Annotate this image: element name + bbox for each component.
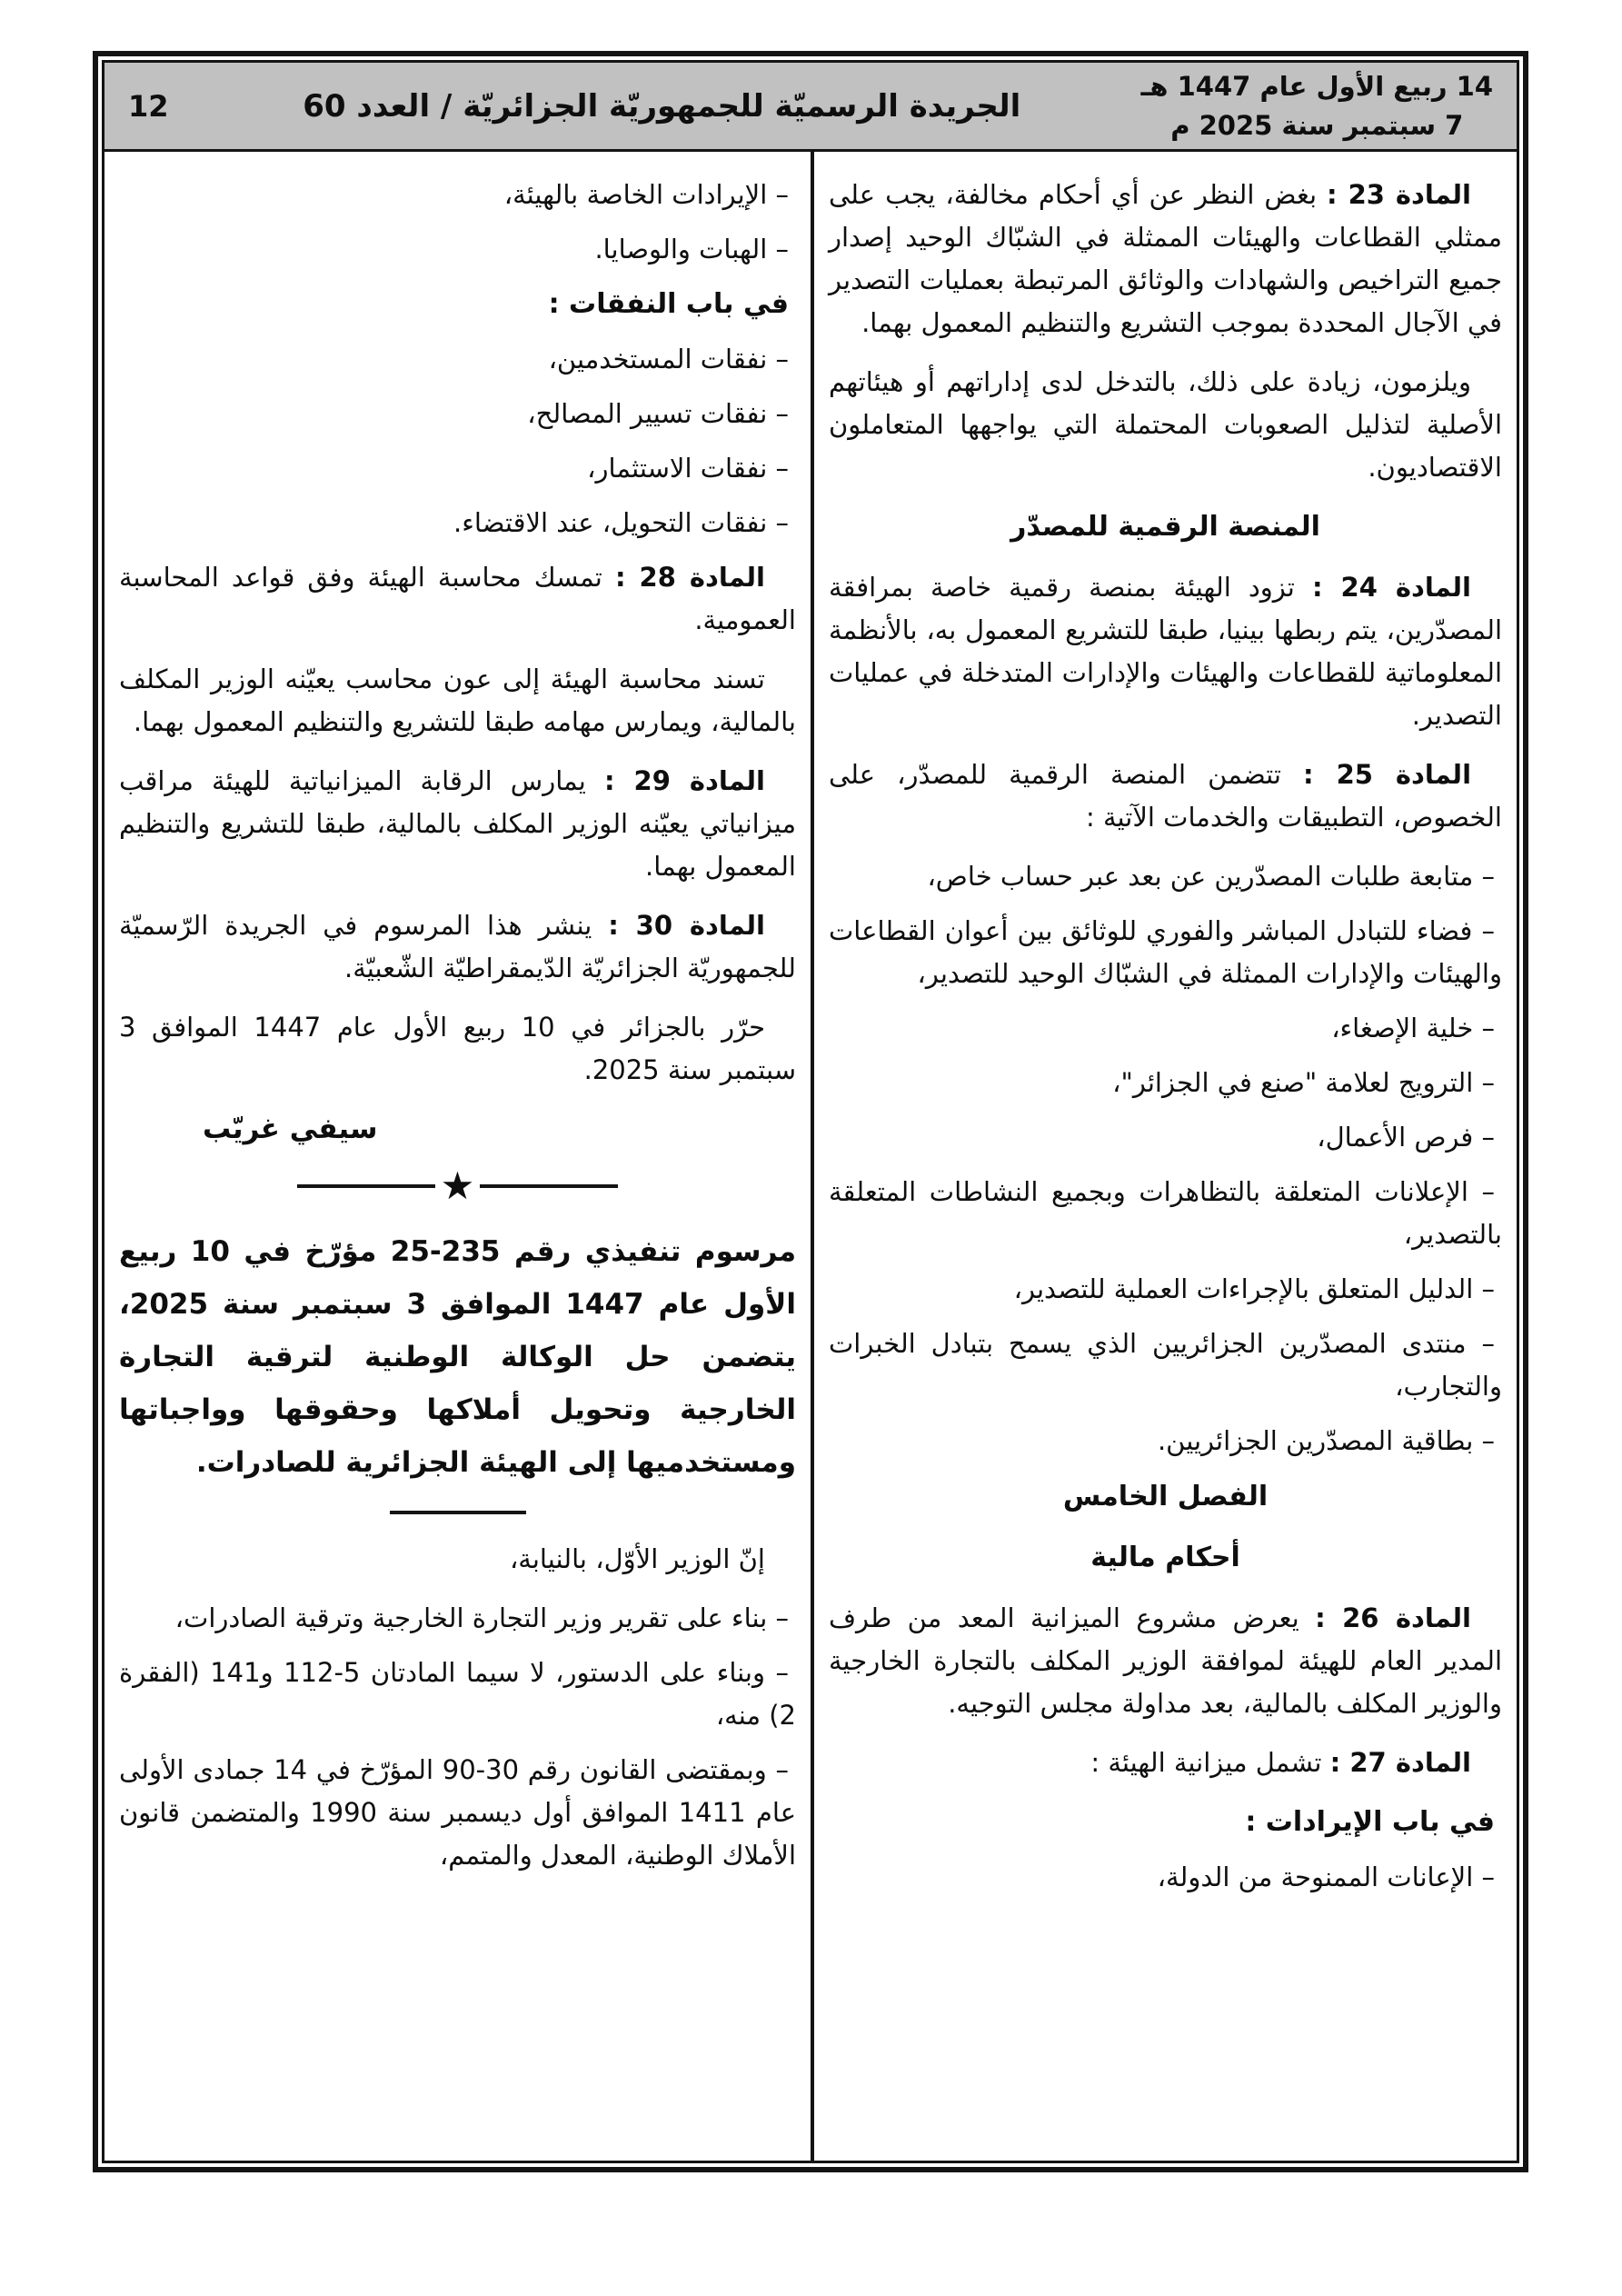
- page-number: 12: [128, 88, 169, 124]
- article-number: المادة 30 :: [608, 910, 765, 941]
- star-separator: [119, 1163, 796, 1208]
- article-number: المادة 25 :: [1303, 759, 1472, 790]
- article-paragraph: [119, 556, 796, 642]
- separator-line: [480, 1184, 618, 1188]
- content-columns: [104, 152, 1517, 2161]
- list-item: – نفقات الاستثمار،: [587, 453, 789, 484]
- list-item: – بطاقية المصدّرين الجزائريين.: [1157, 1425, 1495, 1456]
- list-item: – نفقات المستخدمين،: [548, 344, 789, 374]
- header-date-gregorian: 7 سبتمبر سنة 2025 م: [1170, 109, 1464, 141]
- article-number: المادة 23 :: [1327, 179, 1471, 210]
- article-text: يعرض مشروع الميزانية المعد من طرف المدير العام للهيئة لموافقة الوزير المكلف بالتجارة الخارجية والوزير المكلف بالمالية، بعد مداولة مجلس التوجيه.: [829, 1602, 1502, 1719]
- subsection-heading: في باب النفقات :: [548, 288, 789, 320]
- article-paragraph: [829, 1597, 1502, 1725]
- signature: سيفي غريّب: [203, 1113, 378, 1145]
- decree-title: مرسوم تنفيذي رقم 235-25 مؤرّخ في 10 ربيع الأول عام 1447 الموافق 3 سبتمبر سنة 2025، يتضمن حل الوكالة الوطنية لترقية التجارة الخارجية وتحويل أملاكها وحقوقها وواجباتها ومستخدميها إلى الهيئة الجزائرية للصادرات.: [119, 1235, 797, 1479]
- article-text: بغض النظر عن أي أحكام مخالفة، يجب على ممثلي القطاعات والهيئات الممثلة في الشبّاك الوحيد إصدار جميع التراخيص والشهادات والوثائق المرتبطة بعمليات التصدير في الآجال المحددة بموجب التشريع والتنظيم المعمول بهما.: [829, 179, 1502, 338]
- header-date-hijri: 14 ربيع الأول عام 1447 هـ: [1140, 70, 1493, 102]
- article-text: ينشر هذا المرسوم في الجريدة الرّسميّة للجمهوريّة الجزائريّة الدّيمقراطيّة الشّعبيّة.: [119, 910, 796, 983]
- article-paragraph: [829, 566, 1502, 737]
- list-item: – الترويج لعلامة "صنع في الجزائر"،: [1112, 1067, 1495, 1098]
- article-paragraph: [119, 760, 796, 888]
- body-paragraph: ويلزمون، زيادة على ذلك، بالتدخل لدى إداراتهم أو هيئاتهم الأصلية لتذليل الصعوبات المحتملة التي يواجهها المتعاملون الاقتصاديون.: [829, 366, 1502, 483]
- section-heading: أحكام مالية: [1090, 1542, 1240, 1573]
- page-frame-inner: [102, 60, 1519, 2163]
- article-text: تمسك محاسبة الهيئة وفق قواعد المحاسبة العمومية.: [119, 562, 796, 635]
- article-number: المادة 29 :: [603, 765, 765, 796]
- column-right: [811, 152, 1517, 2161]
- list-item: – فرص الأعمال،: [1317, 1122, 1495, 1153]
- subsection-heading: في باب الإيرادات :: [1245, 1806, 1495, 1838]
- page-frame: [93, 51, 1528, 2172]
- body-paragraph: تسند محاسبة الهيئة إلى عون محاسب يعيّنه الوزير المكلف بالمالية، ويمارس مهامه طبقا للتشريع والتنظيم المعمول بهما.: [119, 664, 796, 737]
- article-text: تزود الهيئة بمنصة رقمية خاصة بمرافقة المصدّرين، يتم ربطها بينيا، طبقا للتشريع المعمول به، بالأنظمة المعلوماتية للقطاعات والهيئات والإدارات المتدخلة في عمليات التصدير.: [829, 572, 1502, 731]
- list-item: – نفقات تسيير المصالح،: [527, 398, 789, 429]
- header-band: [104, 63, 1517, 152]
- article-paragraph: [119, 904, 796, 990]
- section-separator: [390, 1511, 526, 1514]
- list-item: – الإعانات الممنوحة من الدولة،: [1157, 1862, 1495, 1892]
- journal-title: الجريدة الرسميّة للجمهوريّة الجزائريّة / العدد 60: [303, 87, 1021, 125]
- list-item: – نفقات التحويل، عند الاقتضاء.: [453, 507, 789, 538]
- list-item: – خلية الإصغاء،: [1331, 1013, 1495, 1043]
- list-item: – الدليل المتعلق بالإجراءات العملية للتصدير،: [1013, 1273, 1495, 1304]
- list-item: – الإعلانات المتعلقة بالتظاهرات وبجميع النشاطات المتعلقة بالتصدير،: [829, 1176, 1502, 1250]
- article-number: المادة 24 :: [1311, 572, 1471, 603]
- section-heading: الفصل الخامس: [1062, 1481, 1269, 1512]
- list-item: – وبمقتضى القانون رقم 30-90 المؤرّخ في 14 جمادى الأولى عام 1411 الموافق أول ديسمبر سنة 1990 والمتضمن قانون الأملاك الوطنية، المعدل والمتمم،: [119, 1754, 796, 1871]
- article-paragraph: [829, 174, 1502, 344]
- list-item: – منتدى المصدّرين الجزائريين الذي يسمح بتبادل الخبرات والتجارب،: [829, 1328, 1502, 1402]
- section-heading: المنصة الرقمية للمصدّر: [1010, 511, 1320, 543]
- list-item: – بناء على تقرير وزير التجارة الخارجية وترقية الصادرات،: [174, 1602, 789, 1633]
- list-item: – وبناء على الدستور، لا سيما المادتان 5-112 و141 (الفقرة 2) منه،: [119, 1657, 796, 1731]
- article-number: المادة 26 :: [1315, 1602, 1472, 1633]
- article-number: المادة 27 :: [1329, 1747, 1471, 1778]
- article-number: المادة 28 :: [614, 562, 765, 593]
- column-left: [104, 152, 811, 2161]
- article-text: تشمل ميزانية الهيئة :: [1090, 1747, 1322, 1778]
- list-item: – الهبات والوصايا.: [594, 234, 789, 265]
- article-paragraph: [829, 1742, 1502, 1784]
- star-icon: ★: [440, 1163, 475, 1208]
- list-item: – متابعة طلبات المصدّرين عن بعد عبر حساب خاص،: [927, 861, 1495, 892]
- header-date: [1141, 67, 1494, 145]
- list-item: – الإيرادات الخاصة بالهيئة،: [503, 179, 789, 210]
- article-text: تتضمن المنصة الرقمية للمصدّر، على الخصوص، التطبيقات والخدمات الآتية :: [829, 759, 1502, 833]
- body-paragraph: حرّر بالجزائر في 10 ربيع الأول عام 1447 الموافق 3 سبتمبر سنة 2025.: [119, 1012, 796, 1085]
- body-paragraph: إنّ الوزير الأوّل، بالنيابة،: [509, 1543, 765, 1574]
- article-text: يمارس الرقابة الميزانياتية للهيئة مراقب ميزانياتي يعيّنه الوزير المكلف بالمالية، طبقا للتشريع والتنظيم المعمول بهما.: [119, 765, 796, 882]
- list-item: – فضاء للتبادل المباشر والفوري للوثائق بين أعوان القطاعات والهيئات والإدارات الممثلة في الشبّاك الوحيد للتصدير،: [829, 915, 1502, 989]
- article-paragraph: [829, 754, 1502, 839]
- separator-line: [297, 1184, 435, 1188]
